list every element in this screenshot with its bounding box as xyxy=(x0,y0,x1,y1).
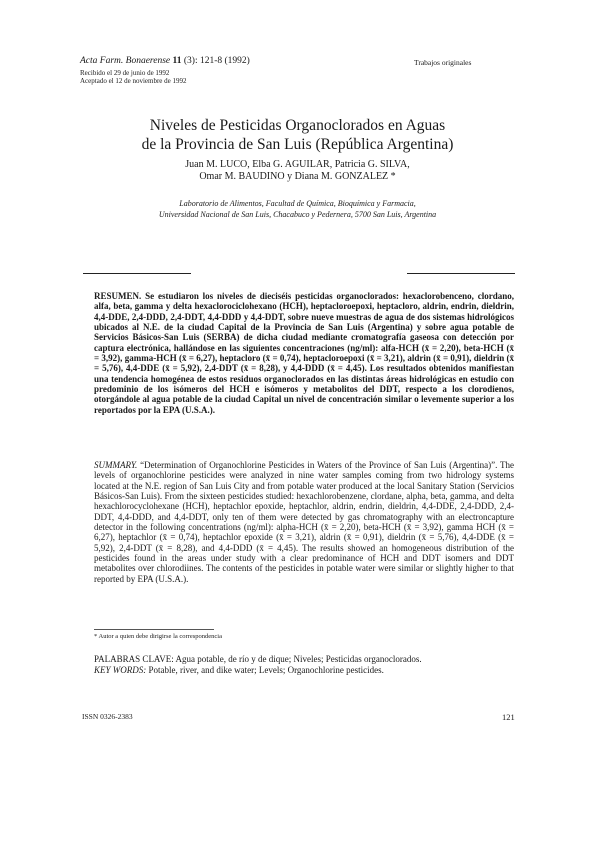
footnote: * Autor a quien debe dirigirse la correspondencia xyxy=(94,633,222,640)
authors xyxy=(0,159,595,183)
page-number: 121 xyxy=(502,712,515,722)
authors-line-1: Juan M. LUCO, Elba G. AGUILAR, Patricia G. SILVA, xyxy=(185,159,410,170)
keywords-en-text: Potable, river, and dike water; Levels; Organochlorine pesticides. xyxy=(148,664,384,675)
keywords-es-label: PALABRAS CLAVE: xyxy=(94,654,174,664)
journal-volume: 11 xyxy=(172,56,182,66)
received-date: Recibido el 29 de junio de 1992 xyxy=(80,69,170,77)
issn: ISSN 0326-2383 xyxy=(82,712,133,721)
authors-line-2: Omar M. BAUDINO y Diana M. GONZALEZ * xyxy=(199,171,396,182)
keywords-es-text: Agua potable, de río y de dique; Niveles; Pesticidas organoclorados. xyxy=(175,654,422,664)
affiliation xyxy=(0,198,595,220)
summary-label: SUMMARY. xyxy=(94,460,138,470)
resumen-text: Se estudiaron los niveles de dieciséis pesticidas organoclorados: hexaclorobenceno, clordano, alfa, beta, gamma y delta hexaclorociclohexano (HCH), heptacloroepoxi, heptacloro, aldrin, endrin, dieldrin, 4,4-DDE, 2,4-DDD, 2,4-DDT, 4,4-DDD y 4,4-DDT, sobre nueve muestras de agua de dos sistemas hidrológicos ubicados al N.E. de la ciudad Capital de la Provincia de San Luis (Argentina) y sobre agua potable de Servicios Básicos-San Luis (SERBA) de dicha ciudad mediante cromatografía gaseosa con detección por captura electrónica, hallándose en las siguientes concentraciones (ng/ml): alfa-HCH (x̄ = 2,20), beta-HCH (x̄ = 3,92), gamma-HCH (x̄ = 6,27), heptacloro (x̄ = 0,74), heptacloroepoxi (x̄ = 3,21), aldrin (x̄ = 0,91), dieldrin (x̄ = 5,76), 4,4-DDE (x̄ = 5,92), 2,4-DDT (x̄ = 8,28), y 4,4-DDD (x̄ = 4,45). Los resultados obtenidos manifiestan una tendencia homogénea de estos residuos organoclorados en las distintas áreas hidrológicas en estudio con predominio de los isómeros del HCH e isómeros y metabolitos del DDT, respecto a los clorodienos, otorgándole al agua potable de la ciudad Capital un nivel de concentración similar o levemente superior a los reportados por la EPA (U.S.A.). xyxy=(94,291,514,415)
summary-text: “Determination of Organochlorine Pesticides in Waters of the Province of San Luis (Argentina)”. The levels of organochlorine pesticides were analyzed in nine water samples coming from two hidrology systems located at the N.E. region of San Luis City and from potable water produced at the local Sanitary Station (Servicios Básicos-San Luis). From the sixteen pesticides studied: hexachlorobenzene, clordane, alpha, beta, gamma, and delta hexachlorocyclohexane (HCH), heptachlor epoxide, heptachlor, aldrin, endrin, dieldrin, 4,4-DDE, 2,4-DDD, 2,4-DDT, 4,4-DDD, and 4,4-DDT, only ten of them were detected by gas chromatography with an electroncapture detector in the following concentrations (ng/ml): alpha-HCH (x̄ = 2,20), beta-HCH (x̄ = 3,92), gamma HCH (x̄ = 6,27), heptachlor (x̄ = 0,74), heptachlor epoxide (x̄ = 3,21), aldrin (x̄ = 0,91), dieldrin (x̄ = 5,76), 4,4-DDE (x̄ = 5,92), 2,4-DDT (x̄ = 8,28), and 4,4-DDD (x̄ = 4,45). The results showed an homogeneous distribution of the pesticides found in the areas under study with a clear predominance of HCH and DDT isomers and DDT metabolites over chlorodiines. The contents of the pesticides in potable water were similar or slightly higher to that reported by EPA (U.S.A.). xyxy=(94,460,515,584)
keywords-en xyxy=(94,665,514,676)
title-line-2: de la Provincia de San Luis (República Argentina) xyxy=(141,136,454,153)
affiliation-line-2: Universidad Nacional de San Luis, Chacabuco y Pedernera, 5700 San Luis, Argentina xyxy=(158,210,437,219)
footnote-divider xyxy=(94,629,214,630)
keywords-es xyxy=(94,654,514,665)
article-title xyxy=(0,116,595,154)
journal-citation xyxy=(80,56,250,66)
accepted-date: Aceptado el 12 de noviembre de 1992 xyxy=(80,77,187,85)
keywords-en-label: KEY WORDS: xyxy=(94,664,147,675)
keywords-block xyxy=(94,654,514,675)
section-label: Trabajos originales xyxy=(414,58,472,67)
divider-right xyxy=(407,273,515,274)
affiliation-line-1: Laboratorio de Alimentos, Facultad de Química, Bioquímica y Farmacia, xyxy=(179,199,416,208)
resumen-label: RESUMEN. xyxy=(94,291,142,301)
journal-name: Acta Farm. Bonaerense xyxy=(80,56,171,66)
divider-left xyxy=(83,273,191,274)
resumen-abstract xyxy=(94,291,514,415)
title-line-1: Niveles de Pesticidas Organoclorados en Aguas xyxy=(149,117,446,134)
dates xyxy=(80,69,187,85)
journal-issue-pages: (3): 121-8 (1992) xyxy=(183,56,250,66)
summary-abstract xyxy=(94,460,514,584)
